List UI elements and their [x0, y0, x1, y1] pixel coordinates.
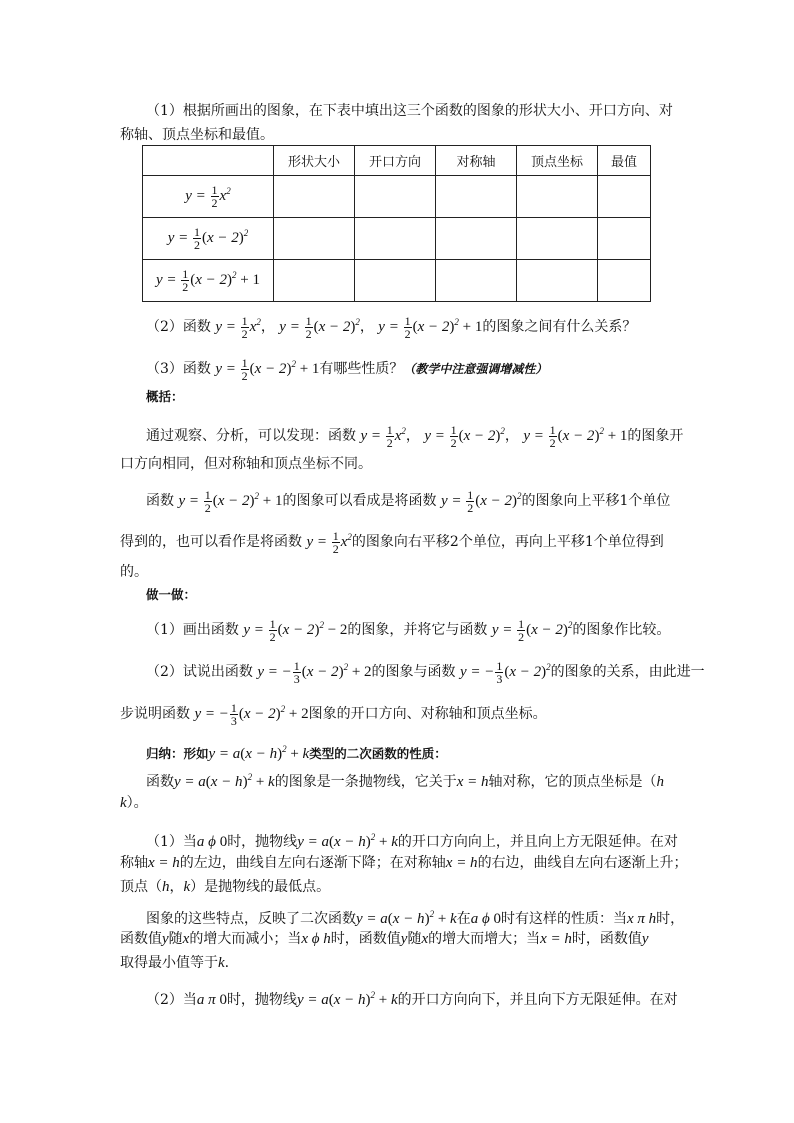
text-run: 函数值 [120, 931, 162, 947]
conclusion-c1-line2: k）。 [120, 795, 148, 811]
table-cell [436, 260, 517, 302]
q3-mid: 有哪些性质？ [319, 361, 404, 377]
table-cell [517, 260, 598, 302]
text-run: ）是抛物线的最低点。 [190, 879, 331, 895]
text-run: 的图象开 [627, 428, 684, 444]
table-header-cell: 顶点坐标 [517, 146, 598, 176]
practice-label: 做一做： [146, 587, 197, 602]
case-1-line1: （1）当a ϕ 0时，抛物线$y = a(x - h)^2 + k$的开口方向向上，并且向上方无限延伸。在对 [146, 832, 678, 850]
question-3: （3）函数 y = $\frac{1}{2}$ $(x - 2)^2 + 1$有哪些性质？（教学中注意强调增减性） [146, 356, 548, 384]
practice-item-1: （1）画出函数 y = $\frac{1}{2}$ $(x - 2)^2 - 2$的图象，并将它与函数 y = $\frac{1}{2}$ $(x - 2)^2$的图象作比较。 [146, 617, 671, 645]
text-run: 时，函数值 [330, 931, 401, 947]
text-run: 归纳：形如 [146, 746, 209, 761]
text-run: 时，抛物线 [227, 834, 298, 850]
text-run: 的图象向右平移2个单位，再向上平移1个单位得到 [351, 534, 664, 550]
text-run: 的增大而减小；当 [189, 931, 302, 947]
text-run: （1）当 [146, 834, 197, 850]
row-label-f3: y = $\frac{1}{2}$ $(x - 2)^2 + 1$ [143, 260, 274, 302]
text-run: 随 [168, 931, 183, 947]
text-run: ， [169, 879, 184, 895]
table-cell [274, 218, 355, 260]
practice-item-2-line1: （2）试说出函数 y = − $\frac{1}{3}$ $(x - 2)^2 + 2$的图象与函数 y = − $\frac{1}{3}$ $(x - 2)^2$的图象的关系，由此进一 [146, 659, 705, 687]
table-cell [598, 260, 651, 302]
property-line2: 函数值y随x的增大而减小；当x ϕ h时，函数值y随x的增大而增大；当x = h时，函数值y [120, 931, 649, 947]
text-run: 的图象与函数 [371, 664, 456, 680]
case-2-line1: （2）当a π 0时，抛物线$y = a(x - h)^2 + k$的开口方向向下，并且向下方无限延伸。在对 [146, 990, 678, 1008]
property-line1: 图象的这些特点，反映了二次函数$y = a(x - h)^2 + k$在a ϕ 0时有这样的性质：当x π h时， [146, 909, 685, 927]
q3-teaching-note: （教学中注意强调增减性） [403, 362, 548, 376]
summary-p1-line2: 口方向相同，但对称轴和顶点坐标不同。 [120, 456, 372, 472]
text-run: 时， [656, 911, 685, 927]
conclusion-label: 归纳：形如$y = a(x - h)^2 + k$类型的二次函数的性质： [146, 744, 447, 762]
text-run: 的左边，曲线自左向右逐渐下降；在对称轴 [179, 855, 446, 871]
text-run: 函数 [146, 493, 174, 509]
summary-p2-line2: 得到的，也可以看作是将函数 y = $\frac{1}{2}$ $x^2$的图象向右平移2个单位，再向上平移1个单位得到 [120, 529, 664, 557]
table-cell [598, 176, 651, 218]
table-header-cell: 对称轴 [436, 146, 517, 176]
q3-prefix: （3）函数 [146, 361, 211, 377]
table-row [143, 218, 651, 260]
conclusion-c1-line1: 函数$y = a(x - h)^2 + k$的图象是一条抛物线，它关于x = h轴对称，它的顶点坐标是（h [146, 772, 664, 790]
property-line3: 取得最小值等于k. [120, 955, 230, 971]
question-2: （2）函数 y = $\frac{1}{2}$ $x^2$， y = $\frac{1}{2}$ $(x - 2)^2$， y = $\frac{1}{2}$ $(x - 2)^2 + 1$的图象之间有什么关系？ [146, 314, 637, 342]
table-header-cell: 开口方向 [355, 146, 436, 176]
table-header-cell: 最值 [598, 146, 651, 176]
table-header-cell: 形状大小 [274, 146, 355, 176]
row-label-f2: y = $\frac{1}{2}$ $(x - 2)^2$ [143, 218, 274, 260]
table-row [143, 176, 651, 218]
table-cell [436, 176, 517, 218]
table-cell [355, 176, 436, 218]
table-cell [274, 260, 355, 302]
table-cell [517, 176, 598, 218]
text-run: 的图象是一条抛物线，它关于 [274, 774, 457, 790]
q2-prefix: （2）函数 [146, 319, 211, 335]
text-run: 时有这样的性质：当 [500, 911, 627, 927]
summary-p1-line1: 通过观察、分析，可以发现：函数 y = $\frac{1}{2}$ $x^2$， y = $\frac{1}{2}$ $(x - 2)^2$， y = $\frac{1}{2}$ $(x - 2)^2 + 1$的图象开 [146, 423, 684, 451]
practice-item-2-line2: 步说明函数 y = − $\frac{1}{3}$ $(x - 2)^2 + 2$图象的开口方向、对称轴和顶点坐标。 [120, 701, 547, 729]
text-run: 得到的，也可以看作是将函数 [120, 534, 302, 550]
q2-suffix: 的图象之间有什么关系？ [482, 319, 637, 335]
text-run: 轴对称，它的顶点坐标是（ [488, 774, 657, 790]
text-run: ）。 [126, 795, 148, 811]
table-row [143, 260, 651, 302]
text-run: 步说明函数 [120, 706, 190, 722]
summary-label: 概括： [146, 389, 184, 404]
table-cell [598, 218, 651, 260]
text-run: 的图象，并将它与函数 [347, 622, 488, 638]
text-run: 顶点（ [120, 879, 162, 895]
text-run: 的右边，曲线自左向右逐渐上升； [477, 855, 688, 871]
text-run: 类型的二次函数的性质： [309, 746, 447, 761]
table-cell [355, 260, 436, 302]
text-run: 时，函数值 [571, 931, 642, 947]
intro-line-1: （1）根据所画出的图象，在下表中填出这三个函数的图象的形状大小、开口方向、对 [146, 103, 673, 119]
intro-line-2: 称轴、顶点坐标和最值。 [120, 127, 274, 143]
text-run: 函数 [146, 774, 174, 790]
text-run: 随 [407, 931, 422, 947]
text-run: 通过观察、分析，可以发现：函数 [146, 428, 356, 444]
text-run: 称轴 [120, 855, 148, 871]
row-label-f1: y = $\frac{1}{2}$ $x^2$ [143, 176, 274, 218]
case-1-line2: 称轴x = h的左边，曲线自左向右逐渐下降；在对称轴x = h的右边，曲线自左向右逐渐上升； [120, 855, 688, 871]
table-cell [355, 218, 436, 260]
text-run: 的图象的关系，由此进一 [550, 664, 705, 680]
text-run: 的开口方向向上，并且向上方无限延伸。在对 [397, 834, 678, 850]
text-run: 的增大而增大；当 [428, 931, 541, 947]
text-run: 图象的开口方向、对称轴和顶点坐标。 [308, 706, 547, 722]
summary-p2-line1: 函数 y = $\frac{1}{2}$ $(x - 2)^2 + 1$的图象可以看成是将函数 y = $\frac{1}{2}$ $(x - 2)^2$的图象向上平移1个单位 [146, 488, 671, 516]
text-run: 图象的这些特点，反映了二次函数 [146, 911, 356, 927]
text-run: 的开口方向向下，并且向下方无限延伸。在对 [397, 992, 678, 1008]
text-run: 的图象向上平移1个单位 [521, 493, 671, 509]
text-run: （2）试说出函数 [146, 664, 253, 680]
text-run: 在 [456, 911, 471, 927]
table-cell [274, 176, 355, 218]
text-run: （1）画出函数 [146, 622, 239, 638]
table-cell [517, 218, 598, 260]
text-run: 时，抛物线 [226, 992, 297, 1008]
text-run: 取得最小值等于 [120, 955, 218, 971]
summary-p2-line3: 的。 [120, 564, 148, 580]
table-corner-cell [143, 146, 274, 176]
function-properties-table [142, 145, 651, 302]
text-run: 的图象作比较。 [572, 622, 671, 638]
table-cell [436, 218, 517, 260]
text-run: （2）当 [146, 992, 197, 1008]
text-run: 的图象可以看成是将函数 [282, 493, 437, 509]
case-1-line3: 顶点（h，k）是抛物线的最低点。 [120, 879, 331, 895]
